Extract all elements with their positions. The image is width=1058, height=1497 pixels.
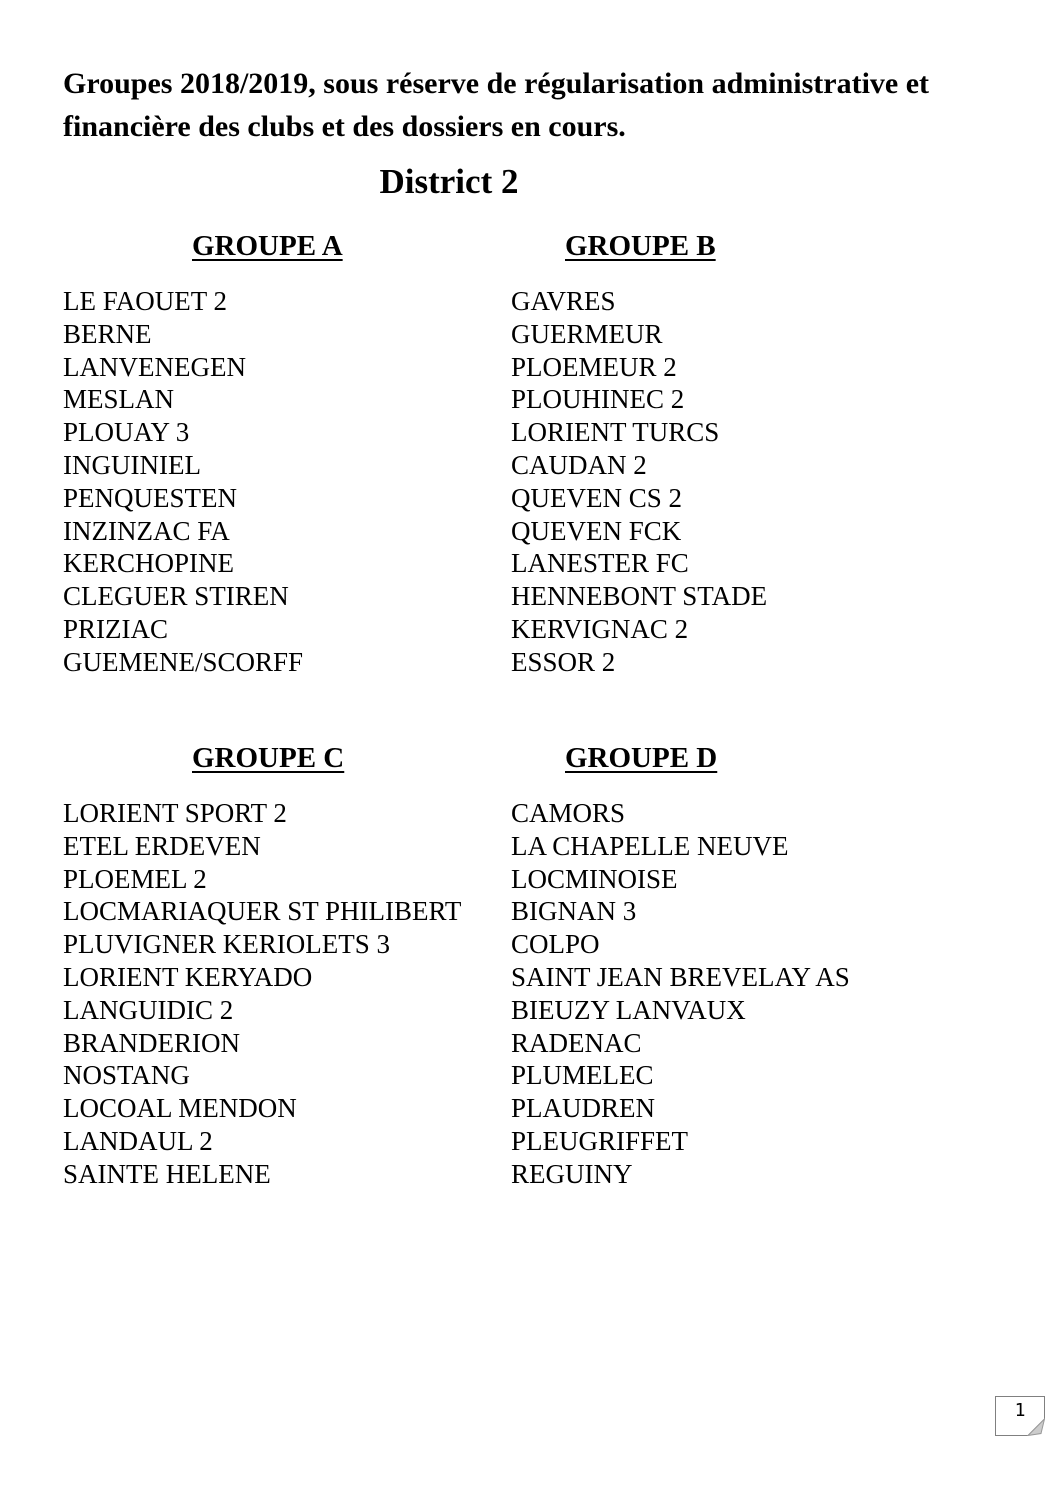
club-name: HENNEBONT STADE <box>511 581 768 612</box>
disclaimer-line-1: Groupes 2018/2019, sous réserve de régularisation administrative et <box>63 67 930 100</box>
club-name: GAVRES <box>511 286 616 316</box>
club-name: LANESTER FC <box>511 548 689 579</box>
club-name: PLAUDREN <box>511 1093 656 1124</box>
club-name: SAINTE HELENE <box>63 1158 271 1189</box>
club-name: CAUDAN 2 <box>511 449 647 480</box>
club-name: LOCMINOISE <box>511 863 678 894</box>
club-name: PLOEMEUR 2 <box>511 351 677 382</box>
club-name: GUEMENE/SCORFF <box>63 646 304 677</box>
club-name: PENQUESTEN <box>63 482 237 513</box>
club-name: ESSOR 2 <box>511 646 616 677</box>
club-name: LORIENT SPORT 2 <box>63 798 287 828</box>
club-name: BRANDERION <box>63 1027 241 1058</box>
club-name: PLOEMEL 2 <box>63 863 207 894</box>
group-a-club-list <box>63 285 510 679</box>
club-name: LORIENT TURCS <box>511 417 720 448</box>
club-name: PLOUAY 3 <box>63 417 190 448</box>
group-section-d <box>511 741 958 1191</box>
club-name: LE FAOUET 2 <box>63 286 227 316</box>
club-name: REGUINY <box>511 1158 633 1189</box>
club-name: LANDAUL 2 <box>63 1125 213 1156</box>
club-name: LOCMARIAQUER ST PHILIBERT <box>63 896 462 927</box>
club-name: CAMORS <box>511 798 626 828</box>
club-name: BIGNAN 3 <box>511 896 637 927</box>
club-name: INGUINIEL <box>63 449 201 480</box>
club-name: QUEVEN FCK <box>511 515 682 546</box>
club-name: BERNE <box>63 318 152 349</box>
group-c-title: GROUPE C <box>192 742 345 774</box>
club-name: KERVIGNAC 2 <box>511 613 689 644</box>
page-number-badge <box>995 1396 1045 1436</box>
club-name: PLUMELEC <box>511 1060 654 1091</box>
document-title: District 2 <box>379 162 519 201</box>
club-name: PLUVIGNER KERIOLETS 3 <box>63 929 390 960</box>
group-d-club-list <box>511 797 958 1191</box>
club-name: LANGUIDIC 2 <box>63 994 234 1025</box>
group-section-c <box>63 741 510 1191</box>
club-name: PLEUGRIFFET <box>511 1125 689 1156</box>
club-name: QUEVEN CS 2 <box>511 482 683 513</box>
club-name: RADENAC <box>511 1027 642 1058</box>
club-name: MESLAN <box>63 384 175 415</box>
club-name: LOCOAL MENDON <box>63 1093 297 1124</box>
club-name: INZINZAC FA <box>63 515 230 546</box>
club-name: GUERMEUR <box>511 318 663 349</box>
club-name: SAINT JEAN BREVELAY AS <box>511 961 850 992</box>
club-name: LA CHAPELLE NEUVE <box>511 830 789 861</box>
group-b-title: GROUPE B <box>565 230 716 262</box>
club-name: ETEL ERDEVEN <box>63 830 261 861</box>
group-section-a <box>63 229 510 679</box>
club-name: COLPO <box>511 929 600 960</box>
group-c-club-list <box>63 797 510 1191</box>
club-name: NOSTANG <box>63 1060 190 1091</box>
group-d-title: GROUPE D <box>565 742 718 774</box>
club-name: PRIZIAC <box>63 613 169 644</box>
club-name: LANVENEGEN <box>63 351 246 382</box>
group-section-b <box>511 229 958 679</box>
club-name: LORIENT KERYADO <box>63 961 313 992</box>
club-name: PLOUHINEC 2 <box>511 384 685 415</box>
club-name: BIEUZY LANVAUX <box>511 994 746 1025</box>
club-name: CLEGUER STIREN <box>63 581 289 612</box>
document-disclaimer <box>63 62 929 148</box>
page-number: 1 <box>1014 1400 1026 1421</box>
disclaimer-line-2: financière des clubs et des dossiers en cours. <box>63 110 626 143</box>
group-a-title: GROUPE A <box>192 230 343 262</box>
club-name: KERCHOPINE <box>63 548 235 579</box>
group-b-club-list <box>511 285 958 679</box>
